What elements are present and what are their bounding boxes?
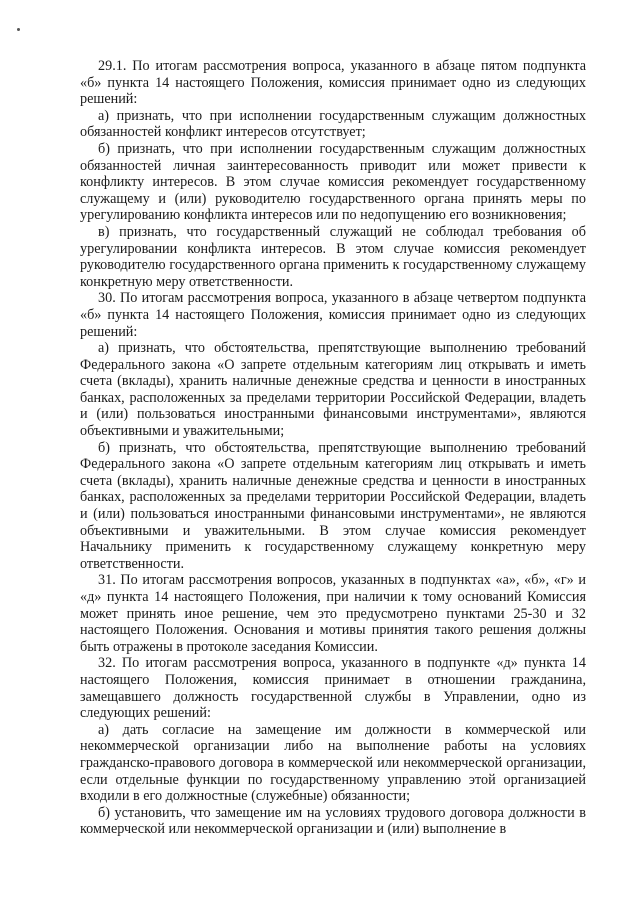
document-page [80,58,586,838]
paragraph-32-a: а) дать согласие на замещение им должности в коммерческой или некоммерческой организации либо на выполнение работы на условиях гражданско-правового договора в коммерческой или некоммерческой организации, если отдельные функции по государственному управлению этой организацией входили в его должностные (служебные) обязанности; [80,721,586,805]
paragraph-30-a: а) признать, что обстоятельства, препятствующие выполнению требований Федерального закона «О запрете отдельным категориям лиц открывать и иметь счета (вклады), хранить наличные денежные средства и ценности в иностранных банках, расположенных за пределами территории Российской Федерации, владеть и (или) пользоваться иностранными финансовыми инструментами», являются объективными и уважительными; [80,340,586,440]
paragraph-29-1: 29.1. По итогам рассмотрения вопроса, указанного в абзаце пятом подпункта «б» пункта 14 настоящего Положения, комиссия принимает одно из следующих решений: [80,58,586,108]
paragraph-32-b: б) установить, что замещение им на условиях трудового договора должности в коммерческой или некоммерческой организации и (или) выполнение в [80,804,586,838]
paragraph-29-1-b: б) признать, что при исполнении государственным служащим должностных обязанностей личная заинтересованность приводит или может привести к конфликту интересов. В этом случае комиссия рекомендует государственному служащему и (или) руководителю государственного органа принять меры по урегулированию конфликта интересов или по недопущению его возникновения; [80,140,586,224]
paragraph-31: 31. По итогам рассмотрения вопросов, указанных в подпунктах «а», «б», «г» и «д» пункта 14 настоящего Положения, при наличии к тому оснований Комиссия может принять иное решение, чем это предусмотрено пунктами 25-30 и 32 настоящего Положения. Основания и мотивы принятия такого решения должны быть отражены в протоколе заседания Комиссии. [80,572,586,655]
paragraph-30: 30. По итогам рассмотрения вопроса, указанного в абзаце четвертом подпункта «б» пункта 14 настоящего Положения, комиссия принимает одно из следующих решений: [80,290,586,340]
paragraph-29-1-v: в) признать, что государственный служащий не соблюдал требования об урегулировании конфликта интересов. В этом случае комиссия рекомендует руководителю государственного органа применить к государственному служащему конкретную меру ответственности. [80,223,586,290]
scan-speck [17,28,20,31]
paragraph-29-1-a: а) признать, что при исполнении государственным служащим должностных обязанностей конфликт интересов отсутствует; [80,107,586,141]
paragraph-32: 32. По итогам рассмотрения вопроса, указанного в подпункте «д» пункта 14 настоящего Положения, комиссия принимает в отношении гражданина, замещавшего должность государственной службы в Управлении, одно из следующих решений: [80,655,586,722]
paragraph-30-b: б) признать, что обстоятельства, препятствующие выполнению требований Федерального закона «О запрете отдельным категориям лиц открывать и иметь счета (вклады), хранить наличные денежные средства и ценности в иностранных банках, расположенных за пределами территории Российской Федерации, владеть и (или) пользоваться иностранными финансовыми инструментами», не являются объективными и уважительными. В этом случае комиссия рекомендует Начальнику применить к государственному служащему конкретную меру ответственности. [80,439,586,572]
